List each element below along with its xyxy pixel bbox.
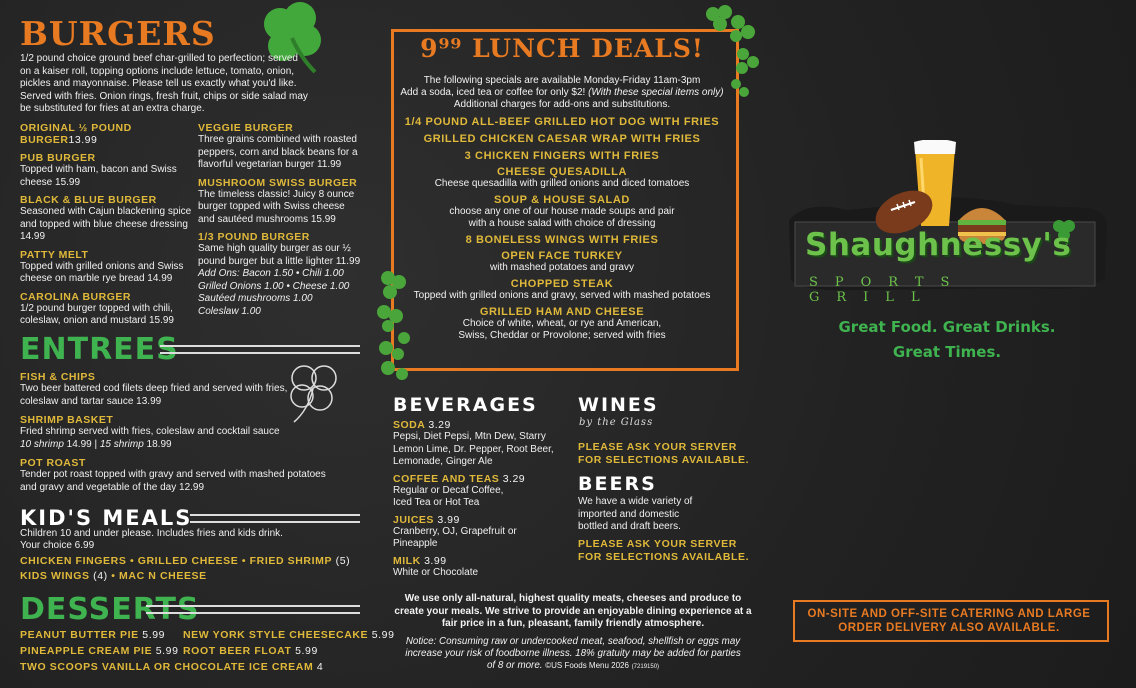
menu-item-desc: Cranberry, OJ, Grapefruit or Pineapple: [393, 525, 517, 549]
beverages-heading: BEVERAGES: [393, 394, 538, 416]
lunch-intro: Add a soda, iced tea or coffee for only $2! (With these special items only): [400, 87, 724, 98]
menu-item-desc: Regular or Decaf Coffee, Iced Tea or Hot Tea: [393, 484, 504, 508]
beers-desc: We have a wide variety of imported and domestic bottled and draft beers.: [578, 496, 693, 532]
beers-note: PLEASE ASK YOUR SERVER FOR SELECTIONS AVAILABLE.: [578, 538, 750, 563]
menu-item-desc: Seasoned with Cajun blackening spice and topped with blue cheese dressing 14.99: [20, 206, 192, 242]
deal-title: 3 CHICKEN FINGERS WITH FRIES: [464, 150, 660, 162]
menu-item-desc: Tender pot roast topped with gravy and served with mashed potatoes and gravy and vegetable of the day 12.99: [20, 469, 326, 493]
dessert-item: ROOT BEER FLOAT 5.99: [183, 645, 318, 657]
menu-item-title: JUICES 3.99: [393, 513, 460, 526]
deal-desc: choose any one of our house made soups and pair with a house salad with choice of dressing: [449, 206, 675, 229]
deal-title: OPEN FACE TURKEY: [501, 250, 623, 262]
menu-item-desc: Three grains combined with roasted peppers, corn and black beans for a flavorful vegetarian burger 11.99: [198, 134, 358, 170]
menu-item-title: MUSHROOM SWISS BURGER: [198, 176, 358, 189]
beverages-list: [393, 419, 558, 579]
lunch-deals-list: [392, 116, 732, 342]
deal-title: 1/4 POUND ALL-BEEF GRILLED HOT DOG WITH FRIES: [404, 116, 720, 128]
menu-item-desc: White or Chocolate: [393, 566, 479, 578]
burgers-right-column: [198, 122, 361, 318]
menu-item-desc: Pepsi, Diet Pepsi, Mtn Dew, Starry Lemon Lime, Dr. Pepper, Root Beer, Lemonade, Ginger Ale: [393, 431, 554, 467]
catering-text: ON-SITE AND OFF-SITE CATERING AND LARGE ORDER DELIVERY ALSO AVAILABLE.: [807, 608, 1091, 634]
addon-line: Grilled Onions 1.00 • Cheese 1.00: [198, 280, 350, 292]
menu-item-title: SHRIMP BASKET: [20, 414, 114, 426]
wines-subheading: by the Glass: [579, 417, 654, 428]
lunch-intro: The following specials are available Monday-Friday 11am-3pm: [423, 75, 701, 86]
logo-name: Shaughnessy's: [805, 227, 1072, 263]
burgers-heading: BURGERS: [20, 14, 216, 53]
deal-desc: Choice of white, wheat, or rye and American, Swiss, Cheddar or Provolone; served with fries: [458, 318, 666, 341]
deal-desc: with mashed potatoes and gravy: [490, 262, 634, 273]
menu-item-desc: 1/2 pound burger topped with chili, coleslaw, onion and mustard 15.99: [20, 302, 174, 326]
menu-item-desc: The timeless classic! Juicy 8 ounce burger topped with Swiss cheese and sautéed mushrooms 15.99: [198, 188, 355, 225]
menu-item-desc: Same high quality burger as our ½ pound burger but a little lighter 11.99: [198, 243, 361, 267]
menu-item-desc: Two beer battered cod filets deep fried and served with fries, coleslaw and tartar sauce 13.99: [20, 383, 288, 407]
menu-item-title: POT ROAST: [20, 457, 86, 469]
burgers-intro: 1/2 pound choice ground beef char-grilled to perfection; served on a kaiser roll, topping options include lettuce, tomato, onion, pickles and mayonnaise. Please tell us exactly what you'd like. Served with fries. Onion rings, fresh fruit, chips or side salad may be substituted for fries at an extra charge.: [20, 53, 308, 114]
addon-line: Sautéed mushrooms 1.00: [198, 293, 313, 304]
quality-statement: We use only all-natural, highest quality meats, cheeses and produce to create your meals. We strive to provide an enjoyable dining experience at a fair price in a fun, pleasant, family friendly atmosphere.: [394, 593, 752, 629]
deal-title: SOUP & HOUSE SALAD: [494, 194, 630, 206]
heading-rule: [190, 514, 360, 523]
dessert-item: PEANUT BUTTER PIE 5.99: [20, 629, 166, 641]
menu-item-title: CAROLINA BURGER: [20, 290, 131, 303]
deal-title: CHOPPED STEAK: [510, 278, 614, 290]
entrees-heading: ENTREES: [20, 332, 179, 367]
menu-item-desc: 10 shrimp 14.99 | 15 shrimp 18.99: [20, 438, 172, 450]
deal-desc: Cheese quesadilla with grilled onions and diced tomatoes: [434, 178, 690, 189]
menu-item-title: COFFEE AND TEAS 3.29: [393, 472, 526, 485]
kids-price: Your choice 6.99: [20, 540, 95, 551]
heading-rule: [160, 345, 360, 354]
logo-subtitle: SPORTS GRILL: [809, 275, 967, 305]
deal-title: GRILLED CHICKEN CAESAR WRAP WITH FRIES: [423, 133, 701, 145]
lunch-deals-heading: 9⁹⁹ LUNCH DEALS!: [420, 34, 704, 63]
menu-item-title: VEGGIE BURGER: [198, 122, 294, 134]
deal-desc: Topped with grilled onions and gravy, served with mashed potatoes: [413, 290, 711, 301]
dessert-item: NEW YORK STYLE CHEESECAKE 5.99: [183, 629, 395, 641]
deal-title: GRILLED HAM AND CHEESE: [479, 306, 645, 318]
kids-options: KIDS WINGS (4) • MAC N CHEESE: [20, 570, 207, 582]
heading-rule: [146, 605, 360, 614]
entrees-list: [20, 371, 326, 494]
lunch-intro: Additional charges for add-ons and substitutions.: [453, 99, 671, 110]
menu-item-title: MILK 3.99: [393, 554, 447, 567]
burgers-left-column: [20, 122, 192, 328]
menu-item-title: PATTY MELT: [20, 248, 89, 261]
addon-line: Add Ons: Bacon 1.50 • Chili 1.00: [198, 268, 344, 279]
menu-item-title: ORIGINAL ½ POUND BURGER13.99: [20, 122, 132, 146]
menu-item-desc: Topped with ham, bacon and Swiss cheese 15.99: [20, 164, 177, 188]
dessert-item: PINEAPPLE CREAM PIE 5.99: [20, 645, 179, 657]
deal-title: 8 BONELESS WINGS WITH FRIES: [465, 234, 659, 246]
menu-item-desc: Topped with grilled onions and Swiss cheese on marble rye bread 14.99: [20, 260, 184, 284]
desserts-heading: DESSERTS: [20, 592, 200, 627]
wines-heading: WINES: [578, 394, 659, 416]
kids-note: Children 10 and under please. Includes fries and kids drink.: [20, 528, 283, 539]
wines-note: PLEASE ASK YOUR SERVER FOR SELECTIONS AVAILABLE.: [578, 441, 750, 466]
menu-item-title: FISH & CHIPS: [20, 371, 96, 383]
menu-item-desc: Fried shrimp served with fries, coleslaw and cocktail sauce: [20, 426, 280, 437]
addon-line: Coleslaw 1.00: [198, 305, 261, 317]
menu-item-title: BLACK & BLUE BURGER: [20, 194, 157, 206]
notice: Notice: Consuming raw or undercooked meat, seafood, shellfish or eggs may increase your risk of foodborne illness. 18% gratuity may be added for parties of 8 or more. ©US Foods Menu 2026 (7219150): [405, 636, 741, 671]
beers-heading: BEERS: [578, 473, 657, 495]
tagline: Great Food. Great Drinks.: [838, 318, 1056, 336]
tagline: Great Times.: [892, 343, 1002, 361]
deal-title: CHEESE QUESADILLA: [497, 166, 627, 178]
menu-item-title: 1/3 POUND BURGER: [198, 231, 310, 243]
logo: [787, 130, 1109, 305]
kids-options: CHICKEN FINGERS • GRILLED CHEESE • FRIED SHRIMP (5): [20, 555, 351, 567]
kids-heading: KID'S MEALS: [20, 506, 193, 530]
menu-item-title: SODA 3.29: [393, 419, 451, 431]
menu-item-title: PUB BURGER: [20, 152, 96, 164]
dessert-item: TWO SCOOPS VANILLA OR CHOCOLATE ICE CREAM 4: [20, 661, 324, 673]
